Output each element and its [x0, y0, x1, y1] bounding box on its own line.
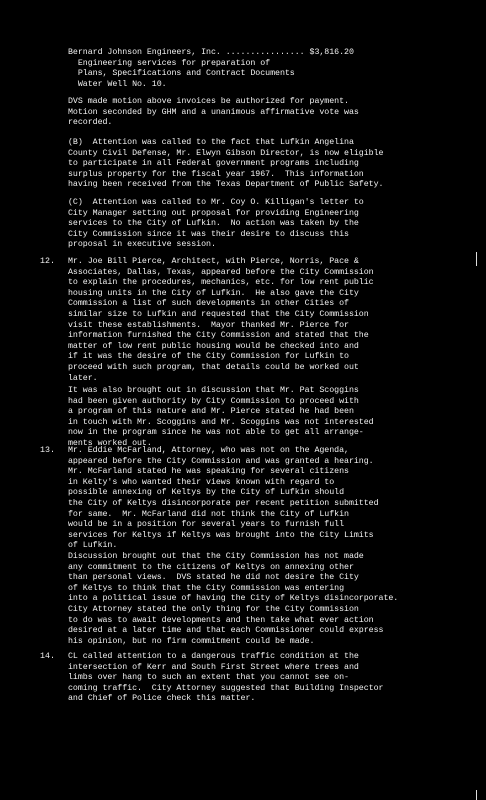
- text-line: his opinion, but no firm commitment could be made.: [68, 636, 315, 646]
- text-line: in Kelty's who wanted their views known with regard to: [68, 477, 335, 487]
- text-line: now in the program since he was not able to get all arrange-: [68, 428, 364, 438]
- item-12-paragraph-2: [68, 386, 374, 450]
- text-line: intersection of Kerr and South First Street where trees and: [68, 662, 359, 672]
- text-line: than personal views. DVS stated he did not desire the City: [68, 573, 359, 583]
- text-line: visit these establishments. Mayor thanked Mr. Pierce for: [68, 320, 349, 330]
- text-line: Associates, Dallas, Texas, appeared before the City Commission: [68, 267, 374, 277]
- invoice-entry: [68, 48, 354, 90]
- item-number-14: 14.: [40, 652, 55, 661]
- text-line: Mr. Joe Bill Pierce, Architect, with Pierce, Norris, Pace &: [68, 257, 359, 266]
- margin-mark: [476, 252, 477, 266]
- text-line: housing units in the City of Lufkin. He also gave the City: [68, 288, 359, 298]
- item-number-13: 13.: [40, 446, 55, 455]
- text-line: (C) Attention was called to Mr. Coy O. Killigan's letter to: [68, 198, 364, 207]
- margin-mark: [476, 790, 477, 800]
- text-line: had been given authority by City Commission to proceed with: [68, 396, 359, 406]
- text-line: for same. Mr. McFarland did not think the City of Lufkin: [68, 509, 349, 519]
- text-line: a program of this nature and Mr. Pierce stated he had been: [68, 407, 354, 417]
- text-line: to explain the procedures, mechanics, etc. for low rent public: [68, 278, 374, 288]
- text-line: City Commission since it was their desire to discuss this: [68, 229, 349, 239]
- text-line: surplus property for the fiscal year 1967. This information: [68, 169, 364, 179]
- text-line: information furnished the City Commission and stated that the: [68, 331, 369, 341]
- text-line: Plans, Specifications and Contract Documents: [68, 69, 295, 79]
- text-line: Mr. McFarland stated he was speaking for several citizens: [68, 467, 349, 477]
- text-line: City Attorney stated the only thing for the City Commission: [68, 604, 359, 614]
- text-line: Mr. Eddie McFarland, Attorney, who was not on the Agenda,: [68, 446, 349, 455]
- text-line: possible annexing of Keltys by the City of Lufkin should: [68, 488, 345, 498]
- text-line: It was also brought out in discussion that Mr. Pat Scoggins: [68, 386, 359, 395]
- paragraph-c-engineering-proposal: [68, 198, 364, 251]
- text-line: of Keltys to think that the City Commission was entering: [68, 583, 345, 593]
- text-line: DVS made motion above invoices be authorized for payment.: [68, 97, 349, 106]
- text-line: having been received from the Texas Department of Public Safety.: [68, 180, 384, 190]
- text-line: Water Well No. 10.: [68, 79, 167, 89]
- text-line: services to the City of Lufkin. No action was taken by the: [68, 219, 359, 229]
- text-line: Discussion brought out that the City Commission has not made: [68, 552, 364, 561]
- text-line: coming traffic. City Attorney suggested that Building Inspector: [68, 683, 384, 693]
- text-line: if it was the desire of the City Commission for Lufkin to: [68, 352, 349, 362]
- text-line: (B) Attention was called to the fact that Lufkin Angelina: [68, 138, 354, 147]
- text-line: appeared before the City Commission and was granted a hearing.: [68, 456, 374, 466]
- text-line: Motion seconded by GHM and a unanimous affirmative vote was: [68, 107, 359, 117]
- item-14-paragraph-1: [68, 652, 383, 705]
- text-line: City Manager setting out proposal for providing Engineering: [68, 208, 359, 218]
- text-line: later.: [68, 373, 98, 383]
- text-line: matter of low rent public housing would be checked into and: [68, 341, 359, 351]
- paragraph-b-civil-defense: [68, 138, 383, 191]
- item-13-paragraph-1: [68, 446, 379, 552]
- text-line: limbs over hang to such an extent that you cannot see on-: [68, 673, 349, 683]
- text-line: services for Keltys if Keltys was brought into the City Limits: [68, 530, 374, 540]
- text-line: of Lufkin.: [68, 541, 118, 551]
- text-line: to do was to await developments and then take what ever action: [68, 615, 374, 625]
- text-line: Commission a list of such developments in other Cities of: [68, 299, 349, 309]
- approval-motion: [68, 97, 359, 129]
- text-line: ments worked out.: [68, 438, 152, 448]
- item-number-12: 12.: [40, 257, 55, 266]
- text-line: Engineering services for preparation of: [68, 58, 271, 68]
- text-line: would be in a position for several years to furnish full: [68, 520, 345, 530]
- text-line: recorded.: [68, 118, 113, 128]
- text-line: similar size to Lufkin and requested that the City Commission: [68, 309, 369, 319]
- text-line: any commitment to the citizens of Keltys on annexing other: [68, 562, 354, 572]
- text-line: proposal in executive session.: [68, 240, 216, 250]
- text-line: the City of Keltys disincorporate per recent petition submitted: [68, 498, 379, 508]
- text-line: into a political issue of having the City of Keltys disincorporate.: [68, 594, 399, 604]
- text-line: and Chief of Police check this matter.: [68, 694, 256, 704]
- text-line: County Civil Defense, Mr. Elwyn Gibson Director, is now eligible: [68, 148, 384, 158]
- text-line: in touch with Mr. Scoggins and Mr. Scoggins was not interested: [68, 417, 374, 427]
- item-13-paragraph-2: [68, 552, 398, 647]
- text-line: Bernard Johnson Engineers, Inc. ................ $3,816.20: [68, 48, 354, 57]
- text-line: proceed with such program, that details could be worked out: [68, 362, 359, 372]
- text-line: CL called attention to a dangerous traffic condition at the: [68, 652, 359, 661]
- text-line: to participate in all Federal government programs including: [68, 159, 359, 169]
- text-line: desired at a later time and that each Commissioner could express: [68, 626, 384, 636]
- item-12-paragraph-1: [68, 257, 374, 384]
